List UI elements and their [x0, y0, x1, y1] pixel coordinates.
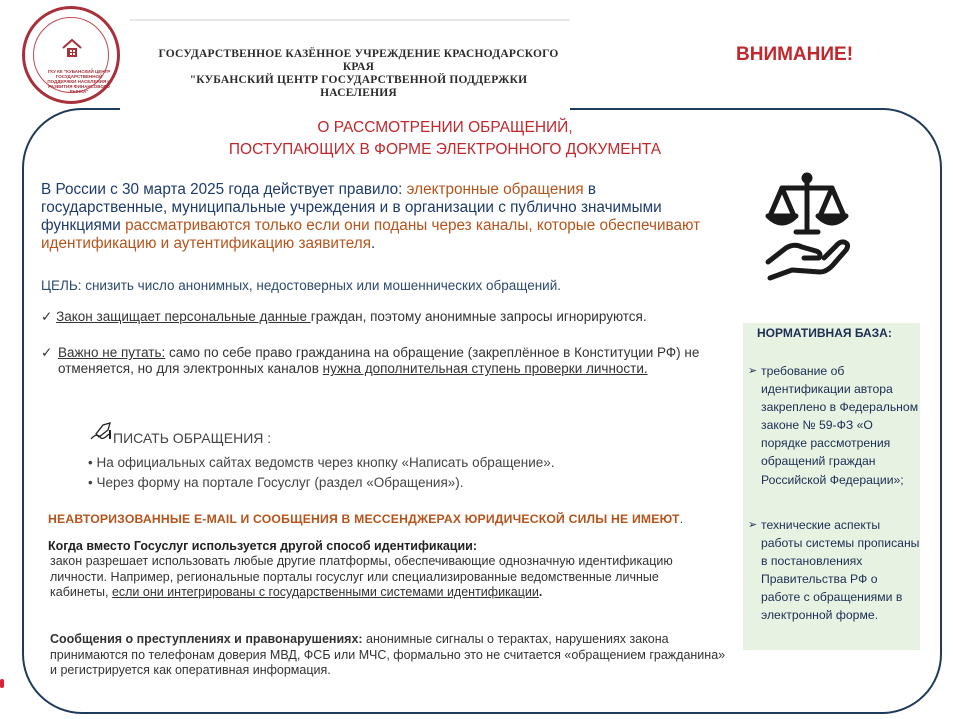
- intro-part-1: В России с 30 марта 2025 года действует правило:: [41, 181, 403, 198]
- logo-house-icon: [62, 38, 82, 60]
- alt-id-text-1: закон разрешает использовать любые другие платформы, обеспечивающие однозначную идентификацию личности. Например, региональные порталы госуслуг или специализированные ведомственные личные кабинеты,: [50, 554, 673, 599]
- crimes-paragraph: [50, 632, 730, 679]
- intro-part-4: рассматриваются только если они поданы через каналы, которые обеспечивают идентификацию и аутентификацию заявителя: [41, 217, 701, 252]
- title-line-2: ПОСТУПАЮЩИХ В ФОРМЕ ЭЛЕКТРОННОГО ДОКУМЕНТА: [228, 141, 662, 158]
- normative-heading: НОРМАТИВНАЯ БАЗА:: [757, 326, 892, 340]
- how-to-write-heading: ПИСАТЬ ОБРАЩЕНИЯ :: [113, 430, 272, 446]
- warning-text: [48, 512, 683, 526]
- check-1-underlined: Закон защищает персональные данные: [56, 309, 311, 324]
- check-1-text: граждан, поэтому анонимные запросы игнорируются.: [310, 309, 647, 324]
- edge-marker: [0, 679, 4, 688]
- check-2-underlined: Важно не путать:: [58, 345, 166, 360]
- normative-item-1-text: требование об идентификации автора закреплено в Федеральном законе № 59-ФЗ «О порядке рассмотрения обращений граждан Российской Федерации»;: [761, 364, 919, 487]
- how-to-write-item-2: • Через форму на портале Госуслуг (раздел «Обращения»).: [88, 475, 464, 490]
- intro-part-3: в государственные, муниципальные учреждения и в организации с публично значимыми функциями: [41, 181, 662, 234]
- check-2-text: само по себе право гражданина на обращение (закреплённое в Конституции РФ) не отменяется, но для электронных каналов: [58, 345, 700, 376]
- warning-main: НЕАВТОРИЗОВАННЫЕ E-MAIL И СООБЩЕНИЯ В МЕССЕНДЖЕРАХ ЮРИДИЧЕСКОЙ СИЛЫ НЕ ИМЕЮТ: [48, 512, 680, 526]
- normative-item-1: [748, 362, 920, 489]
- arrow-icon: ➢: [748, 365, 758, 377]
- check-2-underlined-2: нужна дополнительная ступень проверки личности.: [322, 361, 648, 376]
- attention-label: ВНИМАНИЕ!: [736, 44, 854, 65]
- alt-id-dot: .: [538, 585, 543, 599]
- goal-text: ЦЕЛЬ: снизить число анонимных, недостоверных или мошеннических обращений.: [41, 278, 562, 293]
- arrow-icon: ➢: [748, 519, 758, 531]
- crimes-heading: Сообщения о преступлениях и правонарушениях:: [50, 632, 363, 646]
- alt-id-heading: Когда вместо Госуслуг используется другой способ идентификации:: [48, 539, 478, 553]
- pen-write-icon: [89, 422, 113, 442]
- check-mark-icon: ✓: [41, 345, 53, 360]
- org-line-2: "КУБАНСКИЙ ЦЕНТР ГОСУДАРСТВЕННОЙ ПОДДЕРЖКИ НАСЕЛЕНИЯ: [189, 74, 528, 99]
- check-item-1: [41, 309, 741, 325]
- normative-item-2: [748, 516, 920, 625]
- warning-dot: .: [679, 512, 684, 526]
- alt-id-text: [50, 554, 675, 601]
- how-to-write-item-1: • На официальных сайтах ведомств через кнопку «Написать обращение».: [88, 455, 555, 470]
- alt-id-underlined: если они интегрированы с государственными системами идентификации: [111, 585, 539, 599]
- check-mark-icon: ✓: [41, 309, 53, 324]
- intro-part-5: .: [371, 235, 376, 252]
- normative-item-2-text: технические аспекты работы системы прописаны в постановлениях Правительства РФ о работе с обращениями в электронной форме.: [761, 518, 920, 623]
- header-rule: [130, 19, 570, 21]
- check-item-2: [41, 345, 738, 377]
- crimes-text: анонимные сигналы о терактах, нарушениях закона принимаются по телефонам доверия МВД, ФСБ или МЧС, формально это не считается «обращением гражданина» и регистрируется как оперативная информация.: [50, 632, 726, 677]
- org-logo: [22, 6, 120, 104]
- page-title: [150, 117, 740, 161]
- intro-paragraph: [41, 181, 721, 253]
- frame-gap: [120, 100, 570, 116]
- title-line-1: О РАССМОТРЕНИИ ОБРАЩЕНИЙ,: [317, 119, 573, 136]
- scales-hand-icon: [762, 170, 852, 288]
- org-line-1: ГОСУДАРСТВЕННОЕ КАЗЁННОЕ УЧРЕЖДЕНИЕ КРАСНОДАРСКОГО КРАЯ: [158, 48, 559, 73]
- intro-part-2: электронные обращения: [402, 181, 584, 198]
- logo-text: ГКУ КК "КУБАНСКИЙ ЦЕНТР ГОСУДАРСТВЕННОЙ ПОДДЕРЖКИ НАСЕЛЕНИЯ И РАЗВИТИЯ ФИНАНСОВОГО РЫНКА": [47, 69, 111, 94]
